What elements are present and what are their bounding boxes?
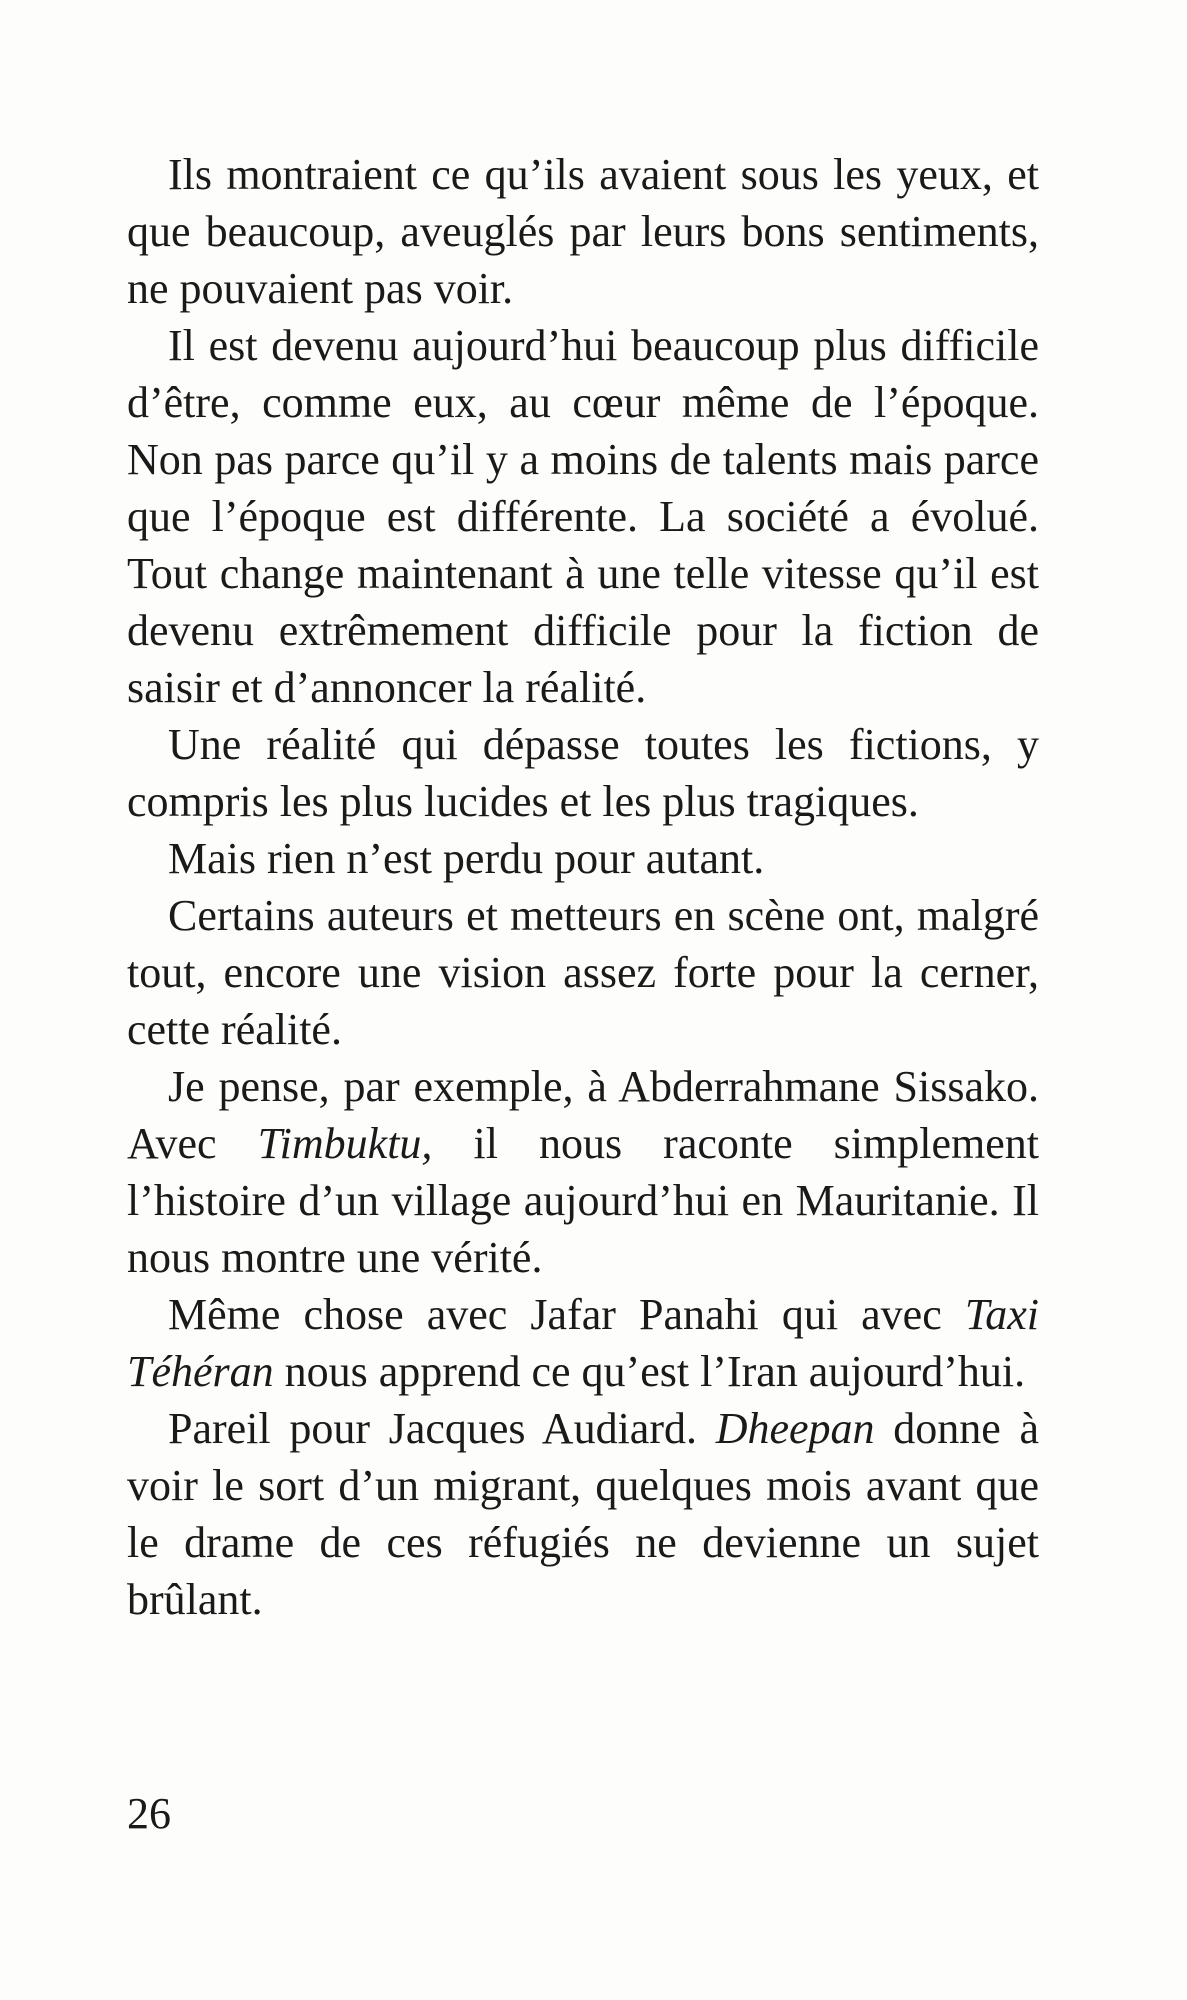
text-segment: il nous raconte simplement l’histoire d’un village aujourd’hui en Mauritanie. Il nous montre une vérité. <box>127 1119 1039 1282</box>
page-number: 26 <box>127 1789 171 1838</box>
text-segment: Une réalité qui dépasse toutes les fictions, y compris les plus lucides et les plus tragiques. <box>127 720 1039 826</box>
paragraph <box>127 1286 1039 1400</box>
film-title-dheepan: Dheepan <box>715 1404 875 1453</box>
text-segment: Pareil pour Jacques Audiard. <box>168 1404 716 1453</box>
text-segment: Ils montraient ce qu’ils avaient sous les yeux, et que beaucoup, aveuglés par leurs bons sentiments, ne pouvaient pas voir. <box>127 150 1039 313</box>
text-segment: Même chose avec Jafar Panahi qui avec <box>168 1290 965 1339</box>
text-segment: donne à voir le sort d’un migrant, quelques mois avant que le drame de ces réfugiés ne devienne un sujet brûlant. <box>127 1404 1039 1624</box>
text-segment: Certains auteurs et metteurs en scène ont, malgré tout, encore une vision assez forte pour la cerner, cette réalité. <box>127 891 1039 1054</box>
paragraph <box>127 317 1039 716</box>
paragraph <box>127 146 1039 317</box>
text-segment: Mais rien n’est perdu pour autant. <box>168 834 765 883</box>
paragraph <box>127 887 1039 1058</box>
body-text <box>127 146 1039 1628</box>
text-segment: nous apprend ce qu’est l’Iran aujourd’hui. <box>273 1347 1026 1396</box>
text-segment: Il est devenu aujourd’hui beaucoup plus difficile d’être, comme eux, au cœur même de l’époque. Non pas parce qu’il y a moins de talents mais parce que l’époque est différente. La société a évolué. Tout change maintenant à une telle vitesse qu’il est devenu extrêmement difficile pour la fiction de saisir et d’annoncer la réalité. <box>127 321 1039 712</box>
paragraph <box>127 716 1039 830</box>
film-title-timbuktu: Timbuktu, <box>257 1119 433 1168</box>
text-segment: Je pense, par exemple, à Abderrahmane Sissako. Avec <box>127 1062 1039 1168</box>
paragraph <box>127 830 1039 887</box>
paragraph <box>127 1058 1039 1286</box>
paragraph <box>127 1400 1039 1628</box>
film-title-taxi-teheran: Taxi Téhéran <box>127 1290 1039 1396</box>
